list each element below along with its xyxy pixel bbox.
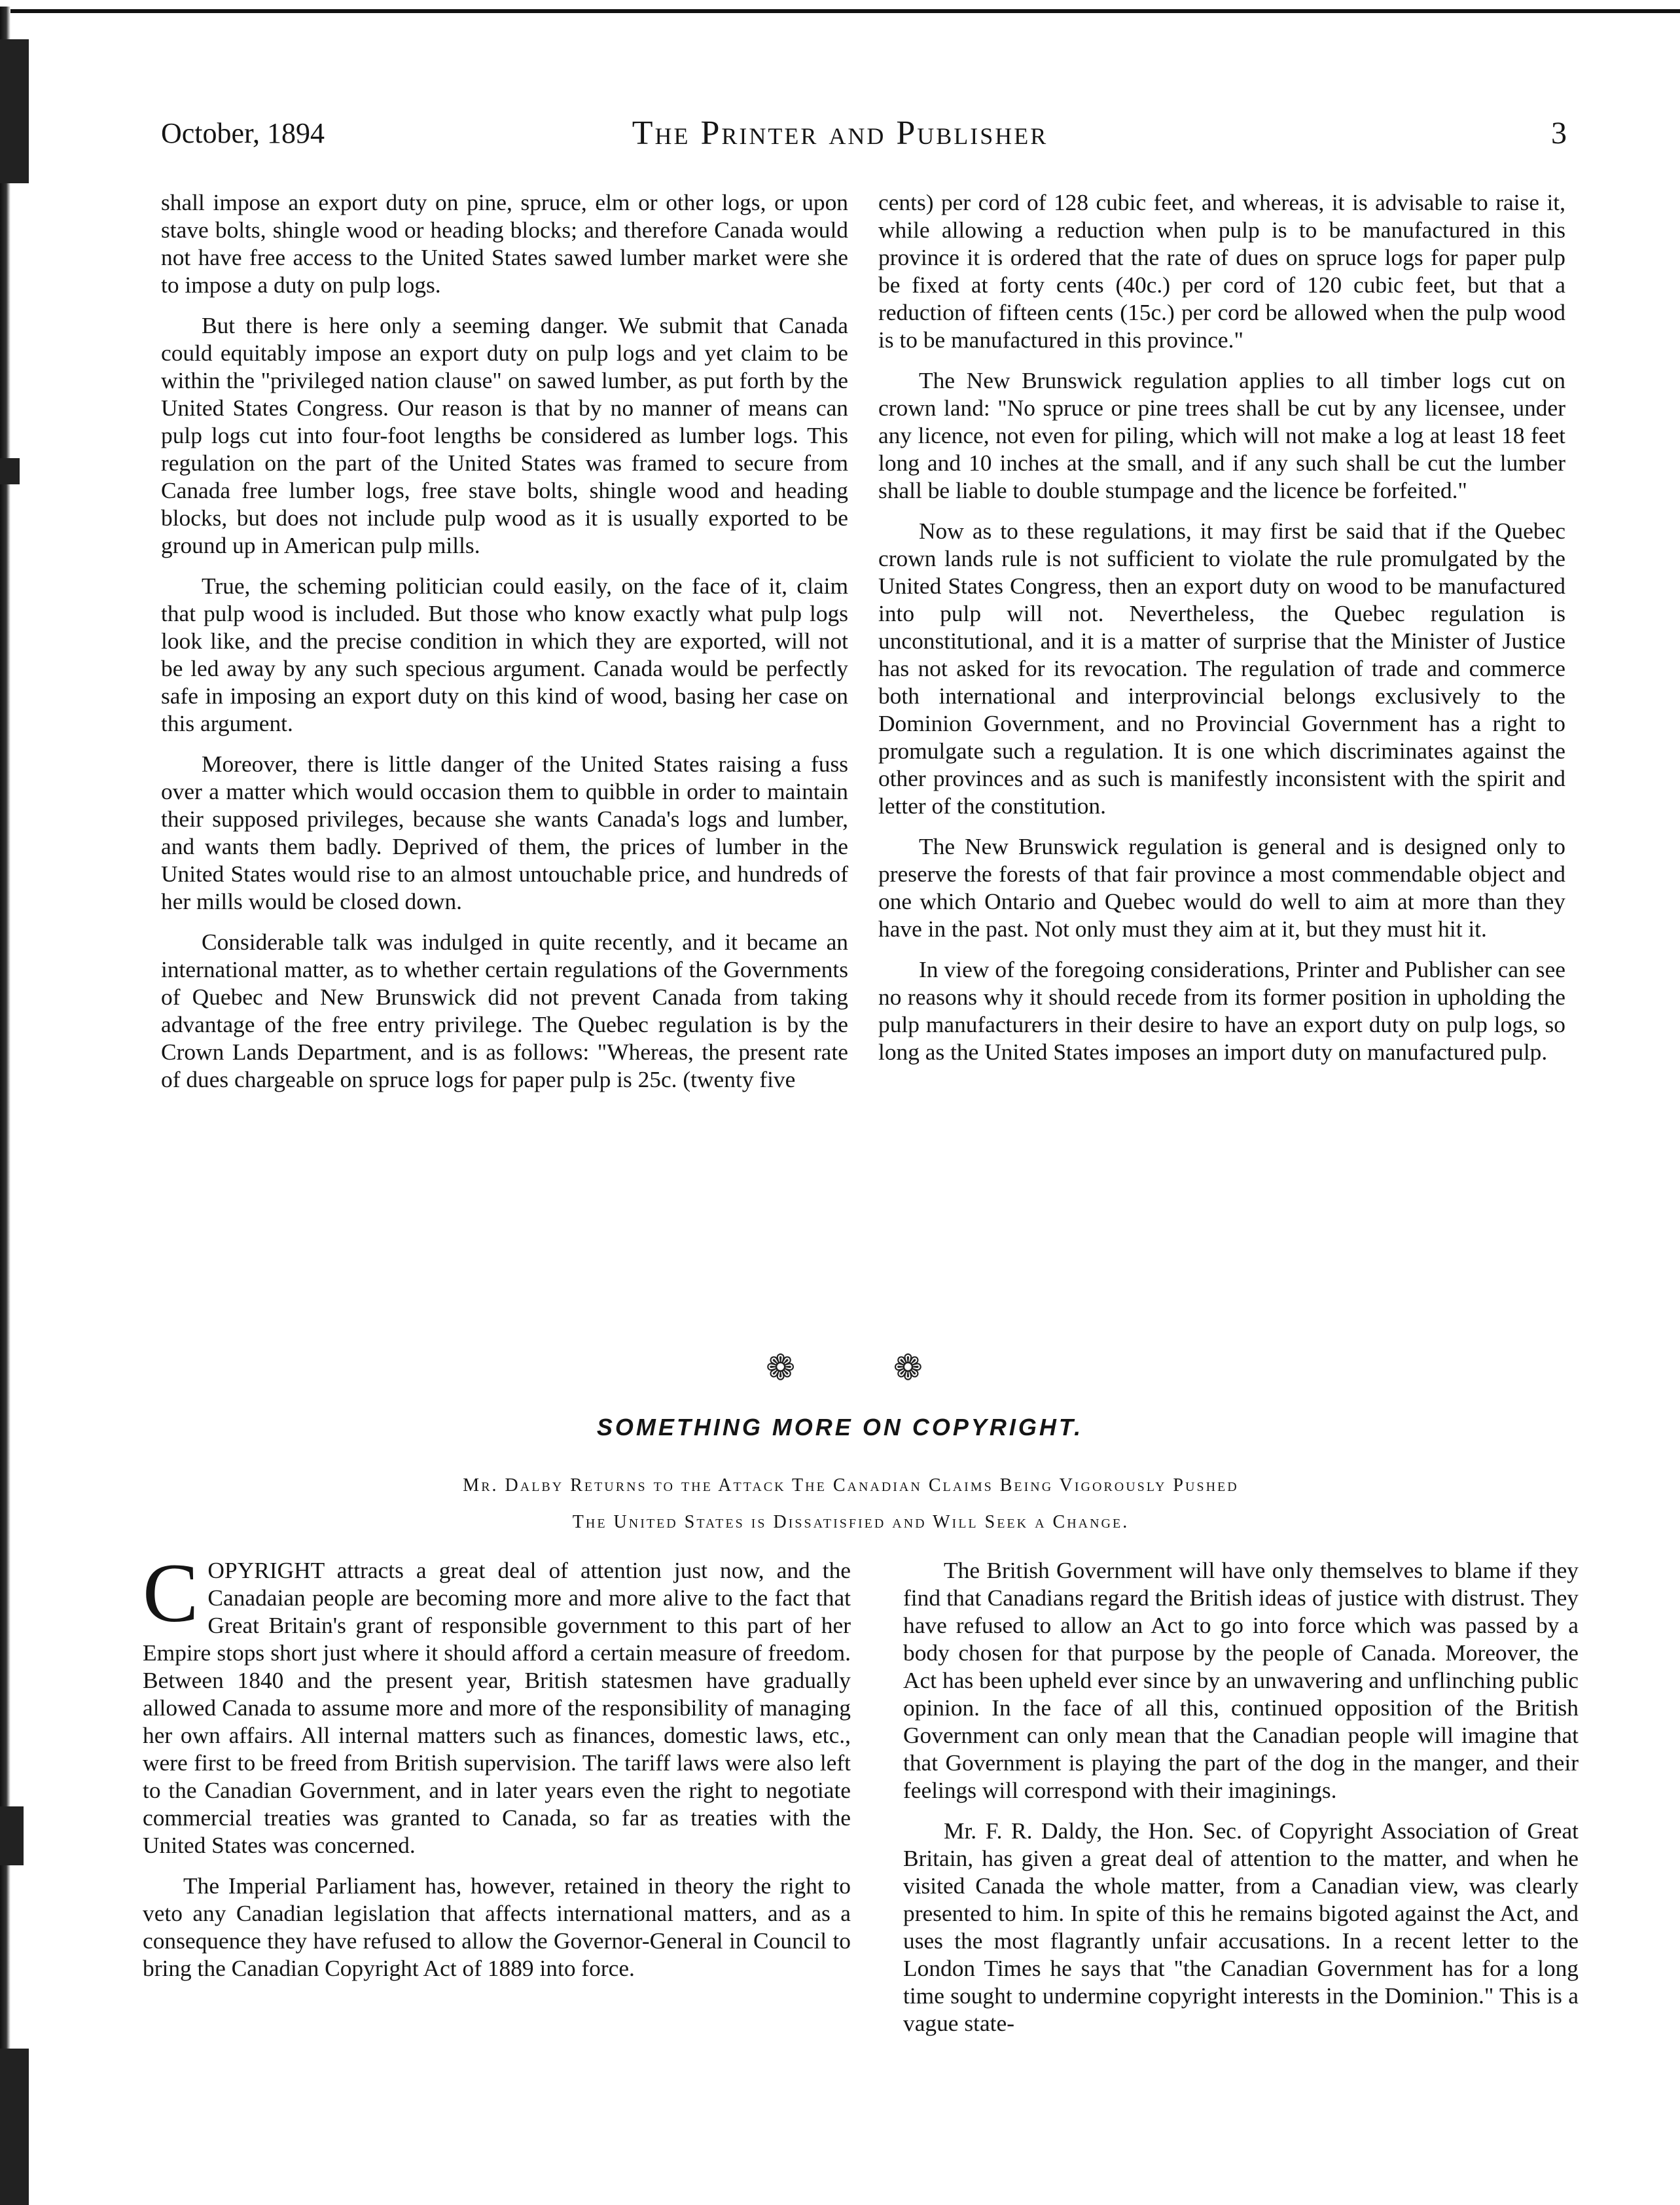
paragraph: But there is here only a seeming danger. We submit that Canada could equitably impose an export duty on pulp logs and yet claim to be within the "privileged nation clause" on sawed lumber, as put forth by the United States Congress. Our reason is that by no manner of means can pulp logs cut into four-foot lengths be considered as lumber logs. This regulation on the part of the United States was framed to secure from Canada free lumber logs, free stave bolts, shingle wood and heading blocks, but does not include pulp wood as it is usually exported to be ground up in American pulp mills. — [161, 312, 848, 558]
flower-ornament-icon: ❁ — [893, 1348, 923, 1388]
page-number: 3 — [1551, 116, 1567, 151]
paragraph: cents) per cord of 128 cubic feet, and whereas, it is advisable to raise it, while allowing a reduction when pulp is to be manufactured in this province it is ordered that the rate of dues on spruce logs for paper pulp be fixed at forty cents (40c.) per cord of 120 cubic feet, but that a reduction of fifteen cents (15c.) per cord be allowed when the pulp wood is to be manufactured in this province." — [878, 189, 1565, 353]
section-ornaments — [766, 1348, 923, 1388]
page-spine-shadow — [0, 7, 10, 2205]
opening-paragraph — [143, 1547, 851, 1859]
paragraph: The New Brunswick regulation is general and is designed only to preserve the forests of that fair province a most commendable object and one which Ontario and Quebec would do well to aim at more than they have in the past. Not only must they aim at it, but they must hit it. — [878, 833, 1565, 942]
paragraph: True, the scheming politician could easily, on the face of it, claim that pulp wood is included. But those who know exactly what pulp logs look like, and the precise condition in which they are exported, will not be led away by any such specious argument. Canada would be perfectly safe in imposing an export duty on this kind of wood, basing her case on this argument. — [161, 573, 848, 736]
article2-title: SOMETHING MORE ON COPYRIGHT. — [596, 1414, 1084, 1441]
flower-ornament-icon: ❁ — [766, 1348, 796, 1388]
spine-mark — [0, 39, 29, 183]
paragraph-text: OPYRIGHT attracts a great deal of attention just now, and the Canadaian people are becoming more and more alive to the fact that Great Britain's grant of responsible government to this part of her Empire stops short just where it should afford a certain measure of freedom. Between 1840 and the present year, British statesmen have gradually allowed Canada to assume more and more of the responsibility of managing her own affairs. All internal matters such as finances, domestic laws, etc., were first to be freed from British supervision. The tariff laws were also left to the Canadian Government, and in later years even the right to negotiate commercial treaties was granted to Canada, so far as treaties with the United States was concerned. — [143, 1557, 851, 1858]
top-border-rule — [0, 9, 1680, 13]
article1-left-column — [161, 188, 848, 1106]
paragraph: Mr. F. R. Daldy, the Hon. Sec. of Copyright Association of Great Britain, has given a great deal of attention to the matter, and when he visited Canada the whole matter, from a Canadian view, was clearly presented to him. In spite of this he remains bigoted against the Act, and uses the most flagrantly unfair accusations. In a recent letter to the London Times he says that "the Canadian Government has for a long time sought to undermine copyright interests in the Dominion." This is a vague state- — [903, 1818, 1579, 2036]
spine-mark — [0, 458, 20, 484]
spine-mark — [0, 2049, 29, 2205]
header-title: The Printer and Publisher — [632, 115, 1048, 152]
paragraph: The New Brunswick regulation applies to all timber logs cut on crown land: "No spruce or pine trees shall be cut by any licensee, under any licence, not even for piling, which will not make a log at least 18 feet long and 10 inches at the small, and if any such shall be cut the lumber shall be liable to double stumpage and the licence be forfeited." — [878, 367, 1565, 503]
article1-right-column — [878, 188, 1565, 1079]
paragraph: Considerable talk was indulged in quite recently, and it became an international matter, as to whether certain regulations of the Governments of Quebec and New Brunswick did not prevent Canada from taking advantage of the free entry privilege. The Quebec regulation is by the Crown Lands Department, and is as follows: "Whereas, the present rate of dues chargeable on spruce logs for paper pulp is 25c. (twenty five — [161, 929, 848, 1092]
paragraph: shall impose an export duty on pine, spruce, elm or other logs, or upon stave bolts, shingle wood or heading blocks; and therefore Canada would not have free access to the United States sawed lumber market were she to impose a duty on pulp logs. — [161, 189, 848, 298]
spine-mark — [0, 1806, 24, 1865]
drop-cap: C — [143, 1547, 199, 1640]
paragraph: Moreover, there is little danger of the United States raising a fuss over a matter which would occasion them to quibble in order to maintain their supposed privileges, because she wants Canada's logs and lumber, and wants them badly. Deprived of them, the prices of lumber in the United States would rise to an almost untouchable price, and hundreds of her mills would be closed down. — [161, 751, 848, 914]
paragraph: The Imperial Parliament has, however, retained in theory the right to veto any Canadian legislation that affects international matters, and as a consequence they have refused to allow the Governor-General in Council to bring the Canadian Copyright Act of 1889 into force. — [143, 1873, 851, 1981]
paragraph: Now as to these regulations, it may first be said that if the Quebec crown lands rule is not sufficient to violate the rule promulgated by the United States Congress, then an export duty on wood to be manufactured into pulp will not. Nevertheless, the Quebec regulation is unconstitutional, and it is a matter of surprise that the Minister of Justice has not asked for its revocation. The regulation of trade and commerce both international and interprovincial belongs exclusively to the Dominion Government, and no Provincial Government has a right to promulgate such a regulation. It is one which discriminates against the other provinces and as such is manifestly inconsistent with the spirit and letter of the constitution. — [878, 518, 1565, 819]
header-date: October, 1894 — [161, 117, 325, 149]
paragraph: In view of the foregoing considerations, Printer and Publisher can see no reasons why it should recede from its former position in upholding the pulp manufacturers in their desire to have an export duty on pulp logs, so long as the United States imposes an import duty on manufactured pulp. — [878, 956, 1565, 1065]
article2-subheading-line2: The United States is Dissatisfied and Will Seek a Change. — [572, 1512, 1130, 1532]
article2-right-column — [903, 1556, 1579, 2050]
article2-subheading-line1: Mr. Dalby Returns to the Attack The Canadian Claims Being Vigorously Pushed — [463, 1475, 1239, 1496]
article2-left-column — [143, 1547, 851, 1995]
paragraph: The British Government will have only themselves to blame if they find that Canadians regard the British ideas of justice with distrust. They have refused to allow an Act to go into force which was passed by a body chosen for that purpose by the people of Canada. Moreover, the Act has been upheld ever since by an unwavering and unflinching public opinion. In the face of all this, continued opposition of the British Government can only mean that the Canadian people will imagine that that Government is playing the part of the dog in the manger, and their feelings will correspond with their imaginings. — [903, 1557, 1579, 1803]
